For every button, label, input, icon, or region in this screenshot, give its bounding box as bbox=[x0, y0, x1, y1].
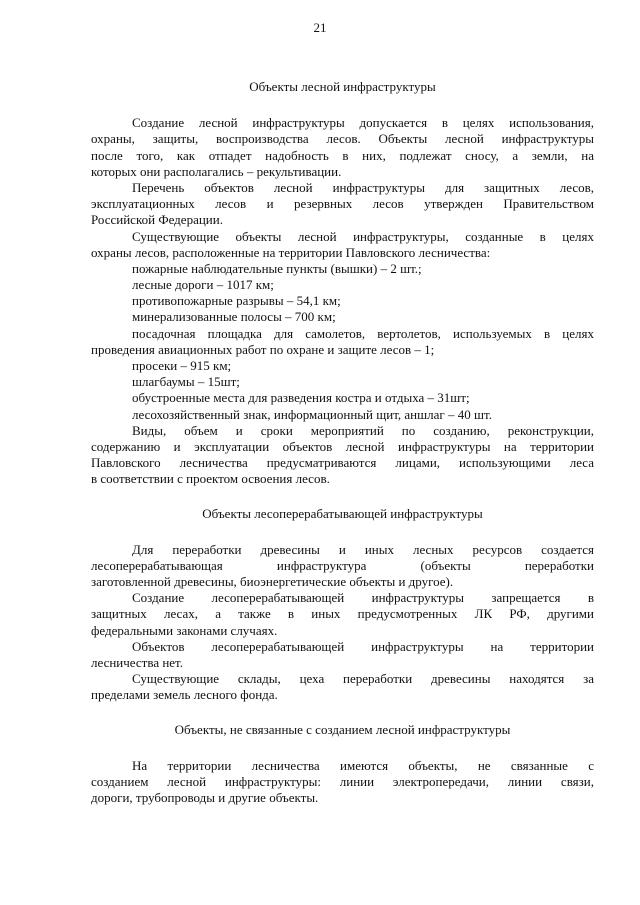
list-item: противопожарные разрывы – 54,1 км; bbox=[132, 293, 341, 309]
infrastructure-list bbox=[91, 261, 594, 423]
list-item-continuation: проведения авиационных работ по охране и защите лесов – 1; bbox=[91, 341, 435, 357]
text-line: созданием лесной инфраструктуры: линии электропередачи, линии связи, bbox=[91, 773, 594, 789]
text-line: заготовленной древесины, биоэнергетические объекты и другое). bbox=[91, 574, 454, 590]
text-line: Павловского лесничества предусматриваются лицами, использующими леса bbox=[91, 455, 594, 471]
paragraph bbox=[91, 115, 594, 180]
text-line: дороги, трубопроводы и другие объекты. bbox=[91, 790, 319, 806]
text-line: Существующие склады, цеха переработки древесины находятся за bbox=[132, 671, 594, 687]
paragraph bbox=[91, 423, 594, 488]
paragraph bbox=[91, 671, 594, 703]
page-number: 21 bbox=[313, 20, 327, 35]
text-line: пределами земель лесного фонда. bbox=[91, 687, 278, 703]
text-line: лесничества нет. bbox=[91, 655, 184, 671]
text-line: защитных лесах, а также в иных предусмотренных ЛК РФ, другими bbox=[91, 606, 594, 622]
text-line: Перечень объектов лесной инфраструктуры для защитных лесов, bbox=[132, 179, 594, 195]
text-line: охраны, защиты, воспроизводства лесов. Объекты лесной инфраструктуры bbox=[91, 131, 594, 147]
text-line: которых они располагались – рекультивации. bbox=[91, 163, 342, 179]
text-line: Создание лесной инфраструктуры допускается в целях использования, bbox=[132, 115, 594, 131]
text-line: На территории лесничества имеются объекты, не связанные с bbox=[132, 757, 594, 773]
text-line: лесоперерабатывающая инфраструктура (объекты переработки bbox=[91, 557, 594, 573]
list-item: посадочная площадка для самолетов, вертолетов, используемых в целях bbox=[132, 325, 594, 341]
text-line: Объектов лесоперерабатывающей инфраструктуры на территории bbox=[132, 638, 594, 654]
section-heading-forest-infrastructure: Объекты лесной инфраструктуры bbox=[249, 79, 436, 94]
text-line: содержанию и эксплуатации объектов лесной инфраструктуры на территории bbox=[91, 438, 594, 454]
paragraph bbox=[91, 639, 594, 671]
list-item: минерализованные полосы – 700 км; bbox=[132, 309, 336, 325]
section-heading-non-infrastructure: Объекты, не связанные с созданием лесной инфраструктуры bbox=[174, 721, 511, 737]
list-item: шлагбаумы – 15шт; bbox=[132, 374, 240, 390]
text-line: эксплуатационных лесов и резервных лесов утвержден Правительством bbox=[91, 196, 594, 212]
paragraph bbox=[91, 180, 594, 229]
text-line: в соответствии с проектом освоения лесов. bbox=[91, 471, 330, 487]
text-line: Существующие объекты лесной инфраструктуры, созданные в целях bbox=[132, 228, 594, 244]
text-line: федеральными законами случаях. bbox=[91, 622, 278, 638]
section-heading-wood-processing: Объекты лесоперерабатывающей инфраструктуры bbox=[202, 505, 483, 521]
paragraph bbox=[91, 758, 594, 807]
text-line: Виды, объем и сроки мероприятий по созданию, реконструкции, bbox=[132, 422, 594, 438]
paragraph bbox=[91, 590, 594, 639]
list-item: пожарные наблюдательные пункты (вышки) – 2 шт.; bbox=[132, 260, 422, 276]
list-item: лесные дороги – 1017 км; bbox=[132, 277, 274, 293]
text-line: охраны лесов, расположенные на территории Павловского лесничества: bbox=[91, 244, 491, 260]
list-item: лесохозяйственный знак, информационный щит, аншлаг – 40 шт. bbox=[132, 406, 492, 422]
page-content bbox=[91, 79, 594, 806]
paragraph bbox=[91, 542, 594, 591]
text-line: Для переработки древесины и иных лесных ресурсов создается bbox=[132, 541, 594, 557]
text-line: Создание лесоперерабатывающей инфраструктуры запрещается в bbox=[132, 590, 594, 606]
list-item: просеки – 915 км; bbox=[132, 358, 232, 374]
text-line: Российской Федерации. bbox=[91, 212, 223, 228]
text-line: после того, как отпадет надобность в них, подлежат сносу, а земли, на bbox=[91, 147, 594, 163]
paragraph bbox=[91, 229, 594, 261]
list-item: обустроенные места для разведения костра и отдыха – 31шт; bbox=[132, 390, 470, 406]
